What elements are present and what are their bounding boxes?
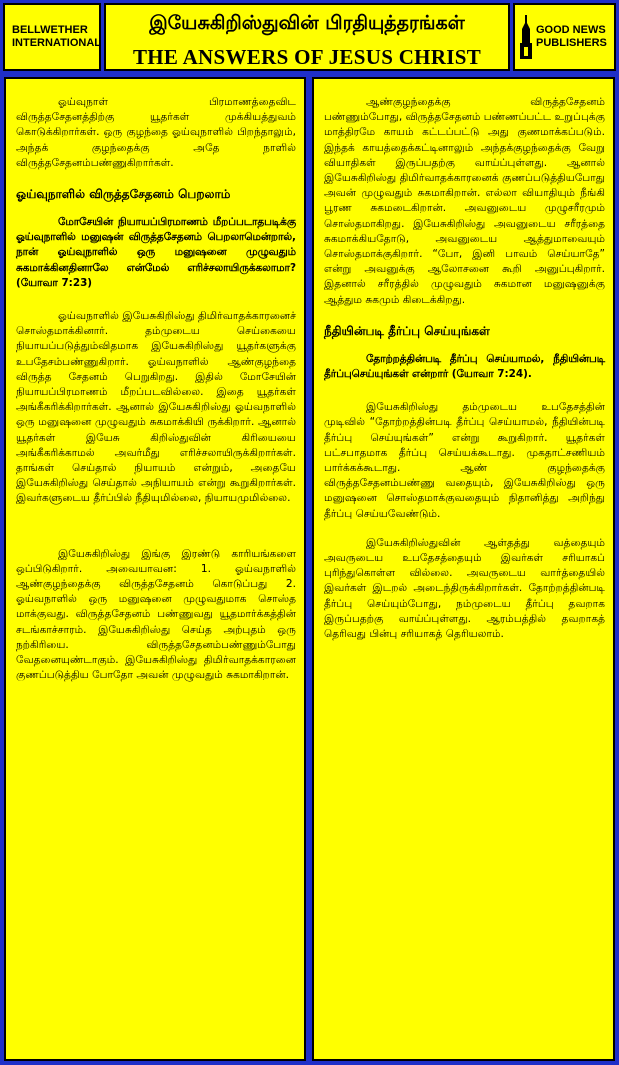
page-title-tamil: இயேசுகிறிஸ்துவின் பிரதியுத்தரங்கள் (149, 12, 465, 34)
section-heading: நீதியின்படி தீர்ப்பு செய்யுங்கள் (324, 323, 490, 338)
paragraph: இயேசுகிறிஸ்து தம்முடைய உபதேசத்தின் முடிவில் “தோற்றத்தின்படி தீர்ப்பு செய்யாமல், நீதியின்படி தீர்ப்பு செய்யுங்கள்” என்று கூறுகிறார். யூதர்கள் பட்சபாதமாக தீர்ப்பு செய்யக்கூடாது. முகதாட்சணியம் பார்க்கக்கூடாது. ஆண் குழந்தைக்கு விருத்தசேதனம்பண்ணு வதையும், இயேசுகிறிஸ்து ஒரு மனுஷனை சொஸ்தமாக்குவதையும் நிதானித்து அறிந்து தீர்ப்பு செய்யவேண்டும். (324, 401, 605, 520)
spacer (16, 521, 296, 547)
tower-icon (519, 15, 533, 59)
good-news-logo (513, 3, 616, 71)
scripture-quote: மோசேயின் நியாயப்பிரமாணம் மீறப்படாதபடிக்கு ஓய்வுநாளில் மனுஷன் விருத்தசேதனம் பெறலாமென்றால், நான் ஓய்வுநாளில் ஒரு மனுஷனை முழுவதும் சுகமாக்கினதினாலே என்மேல் எரிச்சலாயிருக்கலாமா? (யோவா 7:23) (16, 216, 296, 289)
paragraph: ஓய்வநாளில் இயேசுகிறிஸ்து திமிர்வாதக்காரனைச் சொஸ்தமாக்கினார். தம்முடைய செய்கையை நியாயப்படுத்தும்விதமாக இயேசுகிறிஸ்து யூதர்களுக்கு உபதேசம்பண்ணுகிறார். ஓய்வநாளில் ஆண்குழந்தை விருத்த சேதனம் பெறுகிறது. இதில் மோசேயின் நியாயப்பிரமாணம் மீறப்படவில்லை. இதை யூதர்கள் அங்கீகரிக்கிறார்கள். ஆனால் இயேசுகிறிஸ்து ஓய்வநாளில் ஒரு மனுஷனை முழுவதும் சுகமாக்கியி ருக்கிறார். ஆனால் யூதர்கள் இயேசு கிறிஸ்துவின் கிரியையை அங்கீகரிக்காமல் அவர்மீது எரிச்சலாயிருக்கிறார்கள். தாங்கள் செய்தால் நியாயம் என்றும், அதையே இயேசுகிறிஸ்து செய்தால் அநியாயம் என்று கூறுகிறார்கள். இவர்களுடைய தீர்ப்பில் நீதியுமில்லை, நியாயமுமில்லை. (16, 310, 296, 505)
left-column (4, 77, 306, 1061)
bellwether-logo (3, 3, 101, 71)
good-news-logo-text: GOOD NEWS PUBLISHERS (536, 24, 607, 49)
paragraph: இயேசுகிறிஸ்துவின் ஆள்தத்து வத்தையும் அவருடைய உபதேசத்தையும் இவர்கள் சரியாகப் புரிந்துகொள்ள வில்லை. அவருடைய வார்த்தையில் இவர்கள் இடறல் அடைந்திருக்கிறார்கள். தோற்றத்தின்படி தீர்ப்பு செய்யும்போது, நம்முடைய தீர்ப்பு தவறாக இருப்பதற்கு வாய்ப்புள்ளது. ஆரம்பத்தில் தவறாகத் தெரிவது பின்பு சரியாகத் தெரியலாம். (324, 536, 605, 641)
scripture-quote: தோற்றத்தின்படி தீர்ப்பு செய்யாமல், நீதியின்படி தீர்ப்புசெய்யுங்கள் என்றார் (யோவா 7:24). (324, 352, 605, 381)
paragraph: ஓய்வுநாள் பிரமாணத்தைவிட விருத்தசேதனத்திற்கு யூதர்கள் முக்கியத்துவம் கொடுக்கிறார்கள். ஒரு குழந்தை ஓய்வுநாளில் பிறந்தாலும், அந்தக் குழந்தைக்கு அதே நாளில் விருத்தசேதனம்பண்ணுகிறார்கள். (16, 96, 296, 169)
page-title-english: THE ANSWERS OF JESUS CHRIST (132, 45, 482, 69)
paragraph: இயேசுகிறிஸ்து இங்கு இரண்டு காரியங்களை ஒப்பிடுகிறார். அவையாவன: 1. ஓய்வநாளில் ஆண்குழந்தைக்கு விருத்தசேதனம் கொடுப்பது 2. ஓய்வநாளில் ஒரு மனுஷனை முழுவதுமாக சொஸ்த மாக்குவது. விருத்தசேதனம் பண்ணுவது யூதமார்க்கத்தின் சடங்காச்சாரம். இயேசுகிறிஸ்து செய்த அற்புதம் ஒரு நற்கிரியை. விருத்தசேதனம்பண்ணும்போது வேதனையுண்டாகும். இயேசுகிறிஸ்து திமிர்வாதக்காரனை குணப்படுத்திய போதோ அவன் முழுவதும் சுகமாகிறான். (16, 547, 296, 682)
bellwether-logo-text: BELLWETHER INTERNATIONAL (12, 24, 102, 49)
paragraph: ஆண்குழந்தைக்கு விருத்தசேதனம் பண்ணும்போது, விருத்தசேதனம் பண்ணப்பட்ட உறுப்புக்கு மாத்திரமே காயம் கட்டப்பட்டு அது குணமாக்கப்படும். இந்தக் காயத்தைக்கட்டினாலும் அந்தக்குழந்தைக்கு வேறு வியாதிகள் இருப்பதற்கு வாய்ப்புள்ளது. ஆனால் இயேசுகிறிஸ்து திமிர்வாதக்காரனைக் குணப்படுத்தியபோது அவன் முழுவதும் சுகமாகிறான். எல்லா வியாதியும் நீங்கி பூரண சுகமடைகிறான். அவனுடைய முழுசரீரமும் சொஸ்தமாகிறது. இயேசுகிறிஸ்து அவனுடைய சரீரத்தை சுகமாக்கியதோடு, அவனுடைய ஆத்துமாவையும் சொஸ்தமாக்குகிறார். “போ, இனி பாவம் செய்யாதே” என்று அவனுக்கு ஆலோசனை கூறி அனுப்புகிறார். இதனால் சரீரத்தில் முழுவதும் சுகமான மனுஷனுக்கு ஆத்தும சுகமும் கிடைக்கிறது. (324, 96, 605, 306)
title-banner (104, 3, 510, 71)
section-heading: ஓய்வுநாளில் விருத்தசேதனம் பெறலாம் (16, 187, 231, 202)
right-column (312, 77, 615, 1061)
